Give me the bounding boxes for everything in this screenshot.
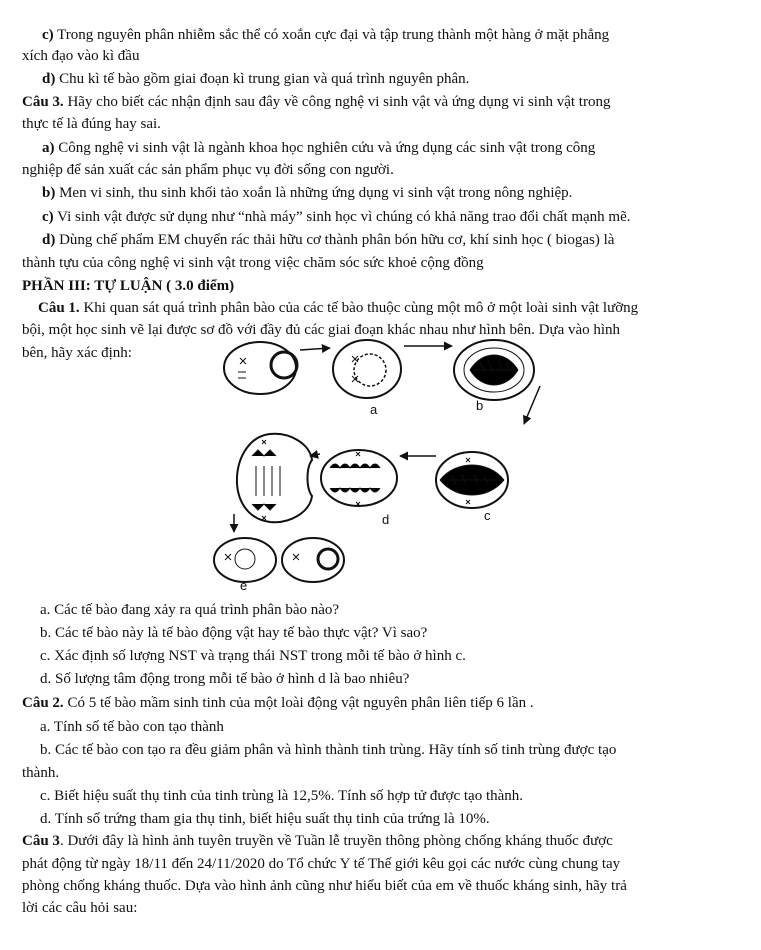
problem-3-stem: Câu 3. Dưới đây là hình ảnh tuyên truyền về Tuần lễ truyền thông phòng chống kháng thuốc được xyxy=(22,833,613,849)
problem-2-part-a: a. Tính số tế bào con tạo thành xyxy=(40,719,224,735)
cell-e1 xyxy=(214,538,276,582)
problem-1-stem-cont2: bên, hãy xác định: xyxy=(22,345,132,361)
problem-1-part-a: a. Các tế bào đang xảy ra quá trình phân bào nào? xyxy=(40,602,340,618)
q3-statement-a: a) Công nghệ vi sinh vật là ngành khoa học nghiên cứu và ứng dụng các sinh vật trong công xyxy=(42,140,596,156)
statement-c-cont: xích đạo vào kì đầu xyxy=(22,48,140,64)
problem-3-stem-cont: phát động từ ngày 18/11 đến 24/11/2020 do Tổ chức Y tế Thế giới kêu gọi các nước cùng chung tay xyxy=(22,856,621,872)
problem-2-stem: Câu 2. Có 5 tế bào mầm sinh tinh của một loài động vật nguyên phân liên tiếp 6 lần . xyxy=(22,695,534,711)
cell-division-diagram xyxy=(212,336,752,594)
problem-2-part-c: c. Biết hiệu suất thụ tinh của tinh trùng là 12,5%. Tính số hợp tử được tạo thành. xyxy=(40,788,524,804)
cell-telophase xyxy=(237,434,312,522)
problem-2-part-d: d. Tính số trứng tham gia thụ tinh, biết hiệu suất thụ tinh của trứng là 10%. xyxy=(40,811,490,827)
cell-interphase xyxy=(224,342,296,394)
q3-statement-c: c) Vi sinh vật được sử dụng như “nhà máy” sinh học vì chúng có khả năng trao đổi chất mạnh mẽ. xyxy=(42,209,631,225)
figure-label-b: b xyxy=(476,398,484,413)
q3-statement-d-cont: thành tựu của công nghệ vi sinh vật trong việc chăm sóc sức khoẻ cộng đồng xyxy=(22,255,484,271)
q3-statement-b: b) Men vi sinh, thu sinh khối tảo xoắn là những ứng dụng vi sinh vật trong nông nghiệp. xyxy=(42,185,573,201)
problem-2-part-b: b. Các tế bào con tạo ra đều giảm phân và hình thành tinh trùng. Hãy tính số tinh trùng được tạo xyxy=(40,742,617,758)
part-3-heading: PHẦN III: TỰ LUẬN ( 3.0 điểm) xyxy=(22,278,235,294)
cell-e2 xyxy=(282,538,344,582)
cell-a xyxy=(333,340,401,398)
problem-2-part-b-cont: thành. xyxy=(22,765,60,781)
problem-3-stem-cont3: lời các câu hỏi sau: xyxy=(22,900,138,916)
figure-label-a: a xyxy=(370,402,378,417)
cell-d xyxy=(321,450,397,506)
statement-d: d) Chu kì tế bào gồm giai đoạn kì trung gian và quá trình nguyên phân. xyxy=(42,71,470,87)
figure-label-e: e xyxy=(240,578,248,593)
figure-label-d: d xyxy=(382,512,390,527)
arrow-3 xyxy=(524,386,540,424)
problem-1-part-d: d. Số lượng tâm động trong mỗi tế bào ở hình d là bao nhiêu? xyxy=(40,671,410,687)
problem-1-stem-cont: bội, một học sinh vẽ lại được sơ đồ với đầy đủ các giai đoạn khác nhau như hình bên. Dựa vào hình xyxy=(22,322,621,338)
problem-3-stem-cont2: phòng chống kháng thuốc. Dựa vào hình ảnh cũng như hiểu biết của em về thuốc kháng sinh, hãy trả xyxy=(22,878,627,894)
q3-statement-d: d) Dùng chế phẩm EM chuyển rác thải hữu cơ thành phân bón hữu cơ, khí sinh học ( biogas) là xyxy=(42,232,615,248)
question-3-stem: Câu 3. Hãy cho biết các nhận định sau đây về công nghệ vi sinh vật và ứng dụng vi sinh vật trong xyxy=(22,94,611,110)
problem-1-stem: Câu 1. Khi quan sát quá trình phân bào của các tế bào thuộc cùng một mô ở một loài sinh vật lưỡng xyxy=(38,300,639,316)
problem-1-part-c: c. Xác định số lượng NST và trạng thái NST trong mỗi tế bào ở hình c. xyxy=(40,648,466,664)
arrow-1 xyxy=(300,348,330,350)
statement-c: c) Trong nguyên phân nhiễm sắc thể có xoắn cực đại và tập trung thành một hàng ở mặt phẳng xyxy=(42,27,610,43)
question-3-stem-cont: thực tế là đúng hay sai. xyxy=(22,116,161,132)
problem-1-part-b: b. Các tế bào này là tế bào động vật hay tế bào thực vật? Vì sao? xyxy=(40,625,428,641)
cell-division-figure xyxy=(212,336,752,594)
q3-statement-a-cont: nghiệp để sản xuất các sản phẩm phục vụ đời sống con người. xyxy=(22,162,394,178)
figure-label-c: c xyxy=(484,508,491,523)
